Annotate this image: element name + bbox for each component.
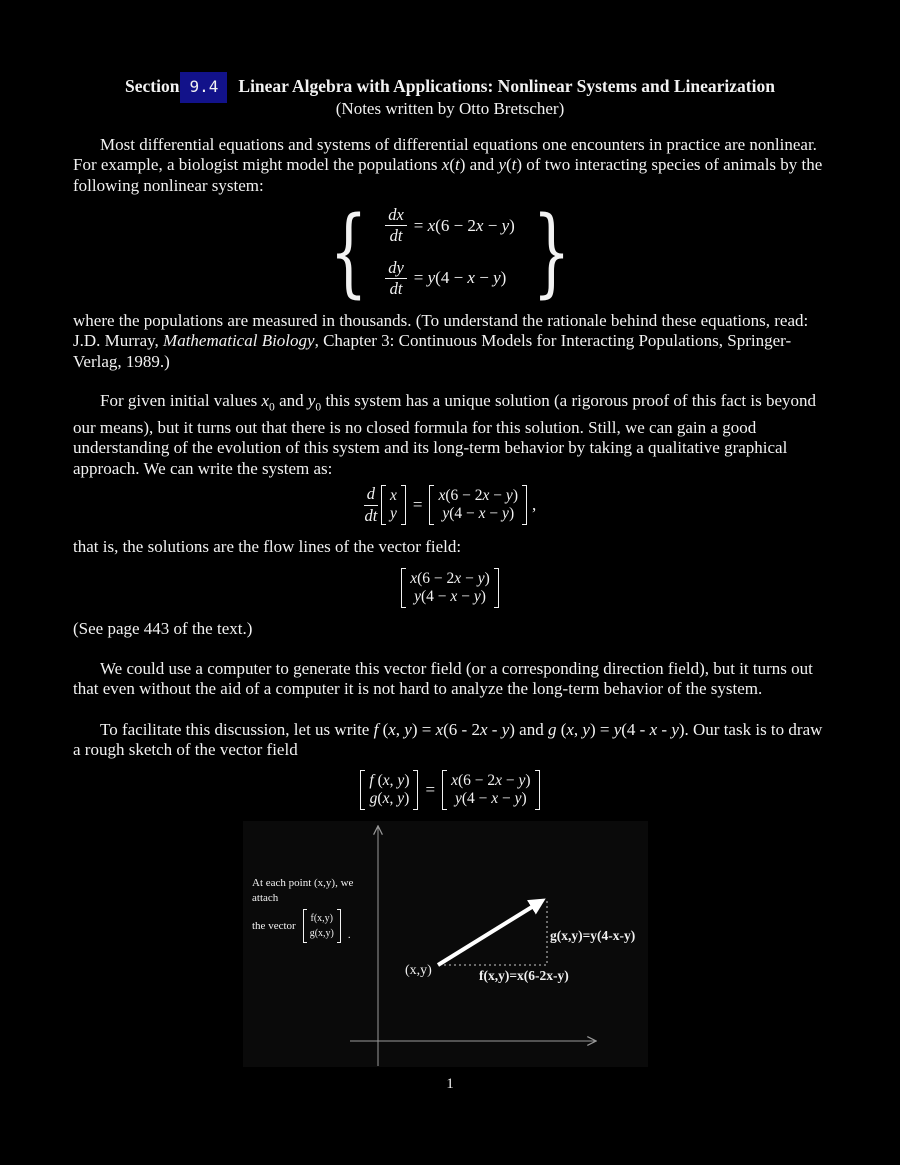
fraction-dx-dt: $\frac{dx}{dt}$: [385, 206, 407, 246]
paragraph-computer: We could use a computer to generate this vector field (or a corresponding direction field), but it turns out that even without the aid of a computer it is not hard to analyze the long-term behavior of the system.: [73, 659, 813, 699]
section-number-highlight: 9.4: [180, 72, 227, 103]
title-text: Linear Algebra with Applications: Nonlinear Systems and Linearization: [238, 76, 775, 96]
field-matrix: [442, 770, 540, 811]
matrix-row: x(6 − 2x − y): [410, 569, 490, 587]
trailing-comma: ,: [531, 495, 537, 514]
matrix-row: y(4 − x − y): [454, 790, 527, 807]
state-vector-matrix: [381, 485, 406, 526]
paragraph-fg-definition: To facilitate this discussion, let us write f (x, y) = x(6 - 2x - y) and g (x, y) = y(4 - x - y). Our task is to draw a rough sketch of the vector field: [73, 720, 823, 760]
equation-system-row2: [385, 259, 515, 299]
equals-sign: =: [425, 780, 436, 799]
figure-caption: [252, 876, 377, 943]
section-word: Section: [125, 76, 180, 96]
matrix-row: g(x, y): [369, 790, 410, 807]
right-bracket: [413, 770, 418, 811]
caption-vector-matrix: [303, 909, 341, 943]
equation-vector-field: [0, 563, 900, 613]
subtitle: (Notes written by Otto Bretscher): [335, 99, 565, 118]
equation-system-row1: [385, 206, 515, 246]
matrix-row: x(6 − 2x − y): [451, 771, 531, 789]
equation-rhs: = x(6 − 2x − y): [413, 215, 515, 235]
matrix-row: x(6 − 2x − y): [438, 486, 518, 504]
vector-field-figure: [243, 821, 648, 1067]
paragraph-reference: where the populations are measured in thousands. (To understand the rationale behind these equations, read: J.D. Murray, Mathematical Biology, Chapter 3: Continuous Models for Interacting Populations, Springer-Verlag, 1989.): [73, 311, 809, 371]
paragraph-initial-values: For given initial values $x_0$ and $y_0$ this system has a unique solution (a rigorous proof of this fact is beyond our means), but it turns out that there is no closed formula for this solution. Still, we can gain a good understanding of the evolution of this system and its long-term behavior by taking a qualitative graphical approach. We can write the system as:: [73, 391, 817, 478]
paragraph-see-page: (See page 443 of the text.): [73, 619, 253, 638]
fraction-dy-dt: $\frac{dy}{dt}$: [385, 259, 407, 299]
equation-matrix-form: [0, 480, 900, 530]
paragraph-flow-lines: that is, the solutions are the flow lines of the vector field:: [73, 537, 462, 556]
equation-system: [0, 196, 900, 308]
right-bracket: [337, 909, 341, 943]
field-matrix: [429, 485, 527, 526]
caption-period: .: [347, 929, 351, 941]
field-matrix: [401, 568, 499, 609]
g-component-label: g(x,y)=y(4-x-y): [550, 928, 636, 943]
matrix-row: y(4 − x − y): [442, 505, 515, 522]
matrix-row: f (x, y): [369, 771, 410, 789]
matrix-row: x: [390, 486, 397, 504]
right-bracket: [522, 485, 527, 526]
right-bracket: [535, 770, 540, 811]
point-label: (x,y): [405, 963, 432, 978]
matrix-row: y: [390, 505, 397, 522]
equation-fg-vector: [0, 766, 900, 814]
caption-line1: At each point (x,y), we attach: [252, 877, 354, 904]
vector-arrow: [438, 902, 540, 965]
matrix-row: f(x,y): [310, 913, 334, 924]
left-brace: {: [329, 196, 368, 308]
f-component-label: f(x,y)=x(6-2x-y): [479, 968, 569, 983]
right-bracket: [494, 568, 499, 609]
page-number: 1: [446, 1076, 454, 1092]
matrix-row: y(4 − x − y): [414, 588, 486, 605]
right-bracket: [401, 485, 406, 526]
equals-sign: =: [412, 495, 423, 514]
matrix-row: g(x,y): [309, 928, 334, 939]
right-brace: }: [532, 196, 571, 308]
figure-canvas: [243, 821, 648, 1067]
caption-prefix: the vector: [252, 919, 296, 932]
paragraph-intro: Most differential equations and systems of differential equations one encounters in practice are nonlinear. For example, a biologist might model the populations x(t) and y(t) of two interacting species of animals by the following nonlinear system:: [73, 135, 823, 195]
caption-line2: [252, 909, 377, 943]
equation-rhs: = y(4 − x − y): [413, 268, 507, 288]
fg-matrix: [360, 770, 418, 811]
fraction-d-dt: $\frac{d}{dt}$: [364, 484, 378, 525]
